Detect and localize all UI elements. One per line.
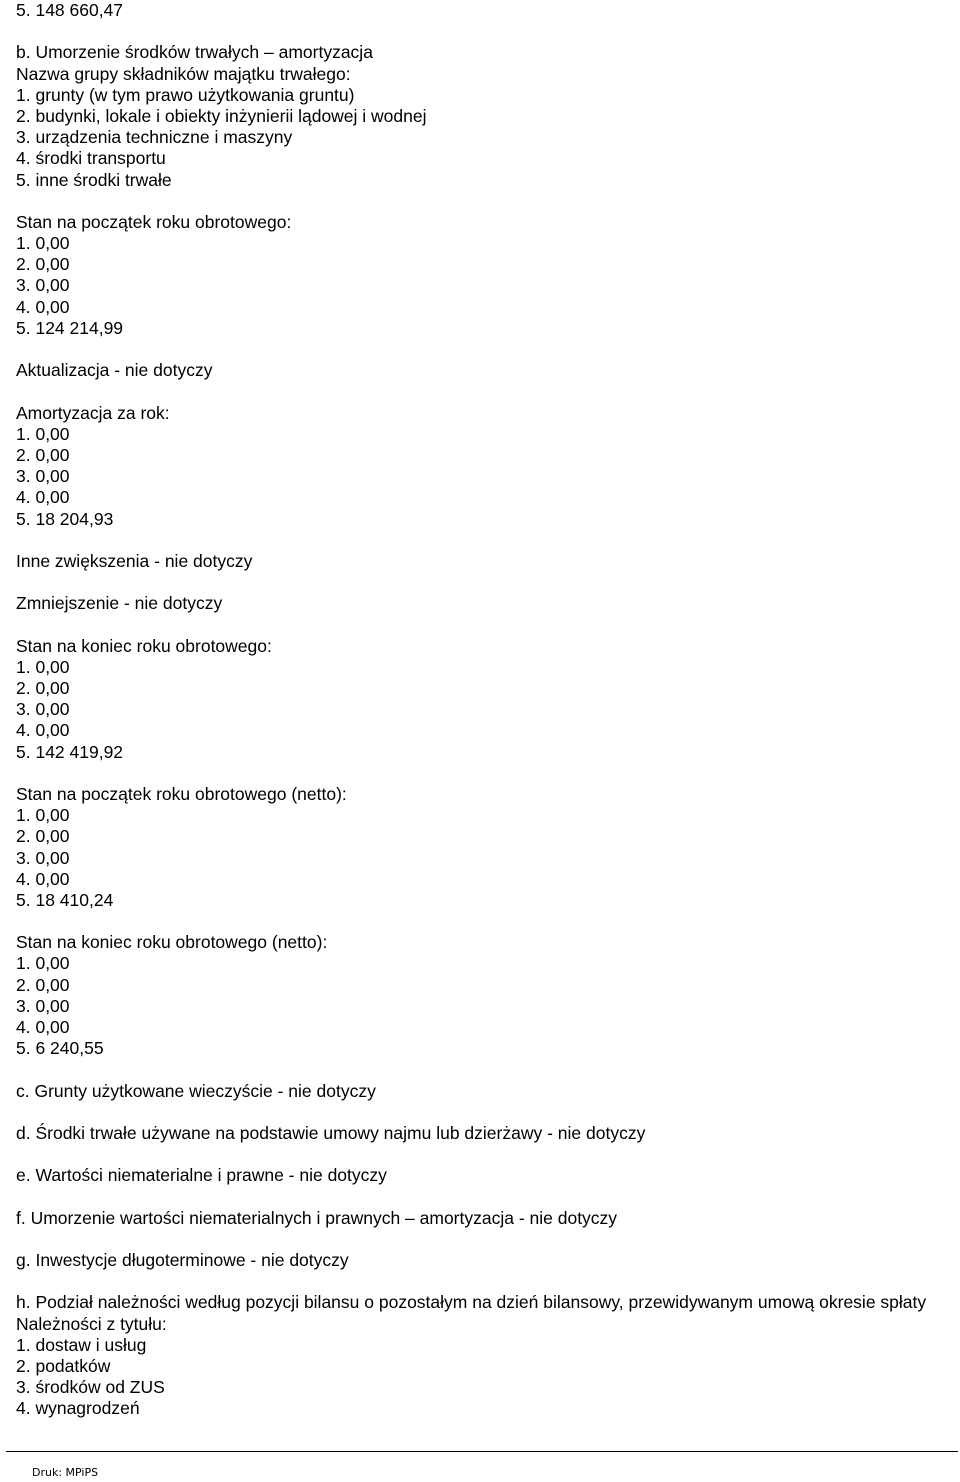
group-item: 3. urządzenia techniczne i maszyny [16, 127, 293, 148]
inne-zwiekszenia-line: Inne zwiększenia - nie dotyczy [16, 550, 253, 571]
section-f-line: f. Umorzenie wartości niematerialnych i prawnych – amortyzacja - nie dotyczy [16, 1207, 618, 1228]
receivables-label: Należności z tytułu: [16, 1313, 167, 1334]
top-value-line: 5. 148 660,47 [16, 0, 124, 20]
net-opening-value: 1. 0,00 [16, 805, 70, 826]
closing-value: 1. 0,00 [16, 656, 70, 677]
closing-value: 2. 0,00 [16, 678, 70, 698]
net-closing-value: 1. 0,00 [16, 953, 70, 974]
opening-value: 1. 0,00 [16, 233, 70, 254]
group-item: 1. grunty (w tym prawo użytkowania gruntu) [16, 84, 355, 105]
opening-value: 2. 0,00 [16, 254, 70, 275]
net-closing-value: 5. 6 240,55 [16, 1038, 104, 1059]
receivables-item: 4. wynagrodzeń [16, 1398, 140, 1419]
depreciation-value: 2. 0,00 [16, 444, 70, 465]
aktualizacja-line: Aktualizacja - nie dotyczy [16, 360, 213, 381]
receivables-item: 2. podatków [16, 1356, 111, 1377]
depreciation-value: 3. 0,00 [16, 466, 70, 487]
group-item: 4. środki transportu [16, 148, 166, 169]
opening-value: 3. 0,00 [16, 275, 70, 296]
depreciation-value: 1. 0,00 [16, 423, 70, 444]
closing-value: 5. 142 419,92 [16, 741, 124, 762]
opening-value: 5. 124 214,99 [16, 317, 124, 338]
net-opening-value: 2. 0,00 [16, 826, 70, 847]
closing-value: 4. 0,00 [16, 720, 70, 741]
depreciation-value: 4. 0,00 [16, 487, 70, 508]
section-d-line: d. Środki trwałe używane na podstawie umowy najmu lub dzierżawy - nie dotyczy [16, 1122, 646, 1143]
net-closing-label: Stan na koniec roku obrotowego (netto): [16, 932, 328, 953]
receivables-item: 1. dostaw i usług [16, 1334, 147, 1355]
section-b-title: b. Umorzenie środków trwałych – amortyzacja [16, 42, 373, 63]
net-closing-value: 4. 0,00 [16, 1017, 70, 1037]
section-g-line: g. Inwestycje długoterminowe - nie dotyczy [16, 1250, 349, 1271]
section-e-line: e. Wartości niematerialne i prawne - nie dotyczy [16, 1165, 387, 1186]
net-closing-value: 2. 0,00 [16, 974, 70, 995]
group-header: Nazwa grupy składników majątku trwałego: [16, 63, 351, 84]
opening-value: 4. 0,00 [16, 296, 70, 317]
section-h-title: h. Podział należności według pozycji bilansu o pozostałym na dzień bilansowy, przewidywanym umową okresie spłaty [16, 1292, 927, 1313]
receivables-item: 3. środków od ZUS [16, 1377, 165, 1398]
closing-value: 3. 0,00 [16, 699, 70, 720]
section-c-line: c. Grunty użytkowane wieczyście - nie dotyczy [16, 1080, 376, 1101]
depreciation-label: Amortyzacja za rok: [16, 402, 170, 423]
footer-divider [6, 1451, 958, 1452]
closing-label: Stan na koniec roku obrotowego: [16, 635, 272, 656]
footer-print-label: Druk: MPiPS [32, 1466, 99, 1479]
group-item: 2. budynki, lokale i obiekty inżynierii lądowej i wodnej [16, 105, 427, 126]
depreciation-value: 5. 18 204,93 [16, 508, 114, 529]
net-opening-value: 4. 0,00 [16, 868, 70, 889]
opening-label: Stan na początek roku obrotowego: [16, 211, 292, 232]
net-opening-label: Stan na początek roku obrotowego (netto): [16, 783, 347, 804]
net-opening-value: 5. 18 410,24 [16, 889, 114, 910]
net-closing-value: 3. 0,00 [16, 995, 70, 1016]
group-item: 5. inne środki trwałe [16, 169, 172, 190]
zmniejszenie-line: Zmniejszenie - nie dotyczy [16, 593, 223, 614]
document-body [16, 0, 956, 1420]
net-opening-value: 3. 0,00 [16, 847, 70, 868]
